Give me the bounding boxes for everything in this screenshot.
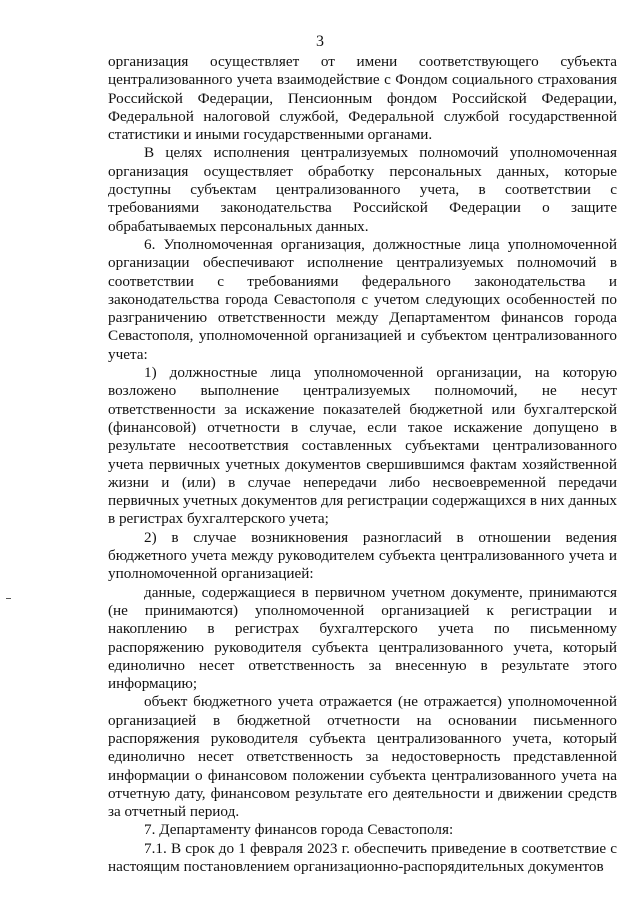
- paragraph-item-6: 6. Уполномоченная организация, должностные лица уполномоченной организации обеспечивают исполнение централизуемых полномочий в соответствии с требованиями федерального законодательства и законодательства города Севастополя с учетом следующих особенностей по разграничению ответственности между Департаментом финансов города Севастополя, уполномоченной организацией и субъектом централизованного учета:: [108, 235, 617, 363]
- margin-mark: [6, 598, 11, 599]
- page-number: 3: [316, 33, 324, 50]
- paragraph-continuation: организация осуществляет от имени соответствующего субъекта централизованного учета взаимодействие с Фондом социального страхования Российской Федерации, Пенсионным фондом Российской Федерации, Федеральной налоговой службой, Федеральной службой государственной статистики и иными государственными органами.: [108, 53, 617, 144]
- paragraph-budget-accounting-object: объект бюджетного учета отражается (не отражается) уполномоченной организацией в бюджетной отчетности на основании письменного распоряжения руководителя субъекта централизованного учета, который единолично несет ответственность за недостоверность представленной информации о финансовом положении субъекта централизованного учета на отчетную дату, финансовом результате его деятельности и движении средств за отчетный период.: [108, 693, 617, 821]
- paragraph-subitem-2: 2) в случае возникновения разногласий в отношении ведения бюджетного учета между руководителем субъекта централизованного учета и уполномоченной организацией:: [108, 528, 617, 583]
- paragraph-personal-data: В целях исполнения централизуемых полномочий уполномоченная организация осуществляет обработку персональных данных, которые доступны субъектам централизованного учета, в соответствии с требованиями законодательства Российской Федерации о защите обрабатываемых персональных данных.: [108, 144, 617, 235]
- paragraph-primary-document-data: данные, содержащиеся в первичном учетном документе, принимаются (не принимаются) уполномоченной организацией к регистрации и накоплению в регистрах бухгалтерского учета по письменному распоряжению руководителя субъекта централизованного учета, который единолично несет ответственность за внесенную в результате этого информацию;: [108, 583, 617, 693]
- paragraph-item-7-1: 7.1. В срок до 1 февраля 2023 г. обеспечить приведение в соответствие с настоящим постановлением организационно-распорядительных документов: [108, 839, 617, 876]
- document-body: [108, 53, 617, 876]
- paragraph-item-7: 7. Департаменту финансов города Севастополя:: [144, 821, 454, 839]
- paragraph-subitem-1: 1) должностные лица уполномоченной организации, на которую возложено выполнение централизуемых полномочий, не несут ответственности за искажение показателей бюджетной или бухгалтерской (финансовой) отчетности в случае, если такое искажение допущено в результате несоответствия составленных субъектами централизованного учета первичных учетных документов свершившимся фактам хозяйственной жизни и (или) в случае непередачи либо несвоевременной передачи первичных учетных документов для регистрации содержащихся в них данных в регистрах бухгалтерского учета;: [108, 364, 617, 528]
